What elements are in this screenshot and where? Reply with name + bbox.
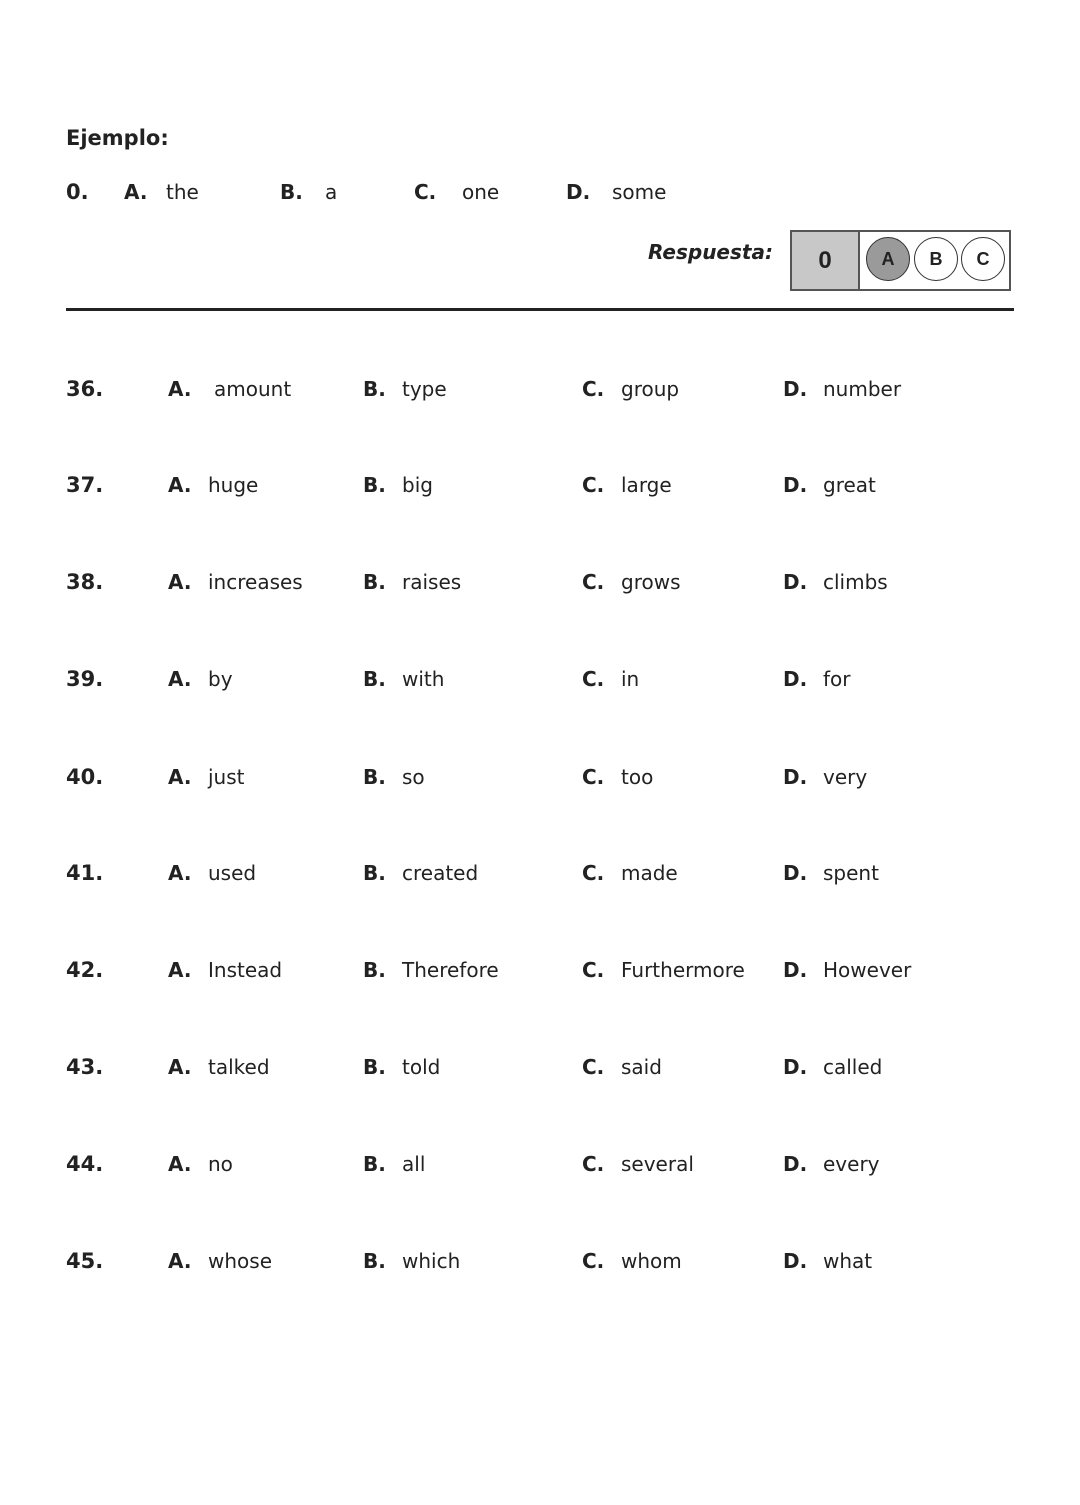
option-d-text: what xyxy=(823,1249,873,1273)
option-d-letter: D. xyxy=(783,667,808,691)
option-a-letter: A. xyxy=(168,765,192,789)
option-b-letter: B. xyxy=(363,958,386,982)
option-d-letter: D. xyxy=(783,473,808,497)
question-row xyxy=(0,1055,1080,1085)
option-d-text: for xyxy=(823,667,851,691)
question-number: 37. xyxy=(66,473,104,497)
option-c-letter: C. xyxy=(582,667,605,691)
option-a-letter: A. xyxy=(168,377,192,401)
option-b-letter: B. xyxy=(363,1055,386,1079)
option-d-text: climbs xyxy=(823,570,888,594)
option-a-text: talked xyxy=(208,1055,270,1079)
option-c-text: made xyxy=(621,861,678,885)
question-number: 43. xyxy=(66,1055,104,1079)
option-c-text: several xyxy=(621,1152,694,1176)
option-d-text: called xyxy=(823,1055,883,1079)
option-c-letter: C. xyxy=(582,570,605,594)
option-d-text: However xyxy=(823,958,912,982)
option-d-letter: D. xyxy=(783,958,808,982)
example-option-a-letter: A. xyxy=(124,180,148,204)
example-option-c-text: one xyxy=(462,180,500,204)
option-b-text: type xyxy=(402,377,447,401)
option-d-letter: D. xyxy=(783,570,808,594)
option-c-text: large xyxy=(621,473,672,497)
example-option-d-text: some xyxy=(612,180,667,204)
answer-bubbles xyxy=(860,232,1009,289)
question-number: 42. xyxy=(66,958,104,982)
option-b-letter: B. xyxy=(363,473,386,497)
option-a-letter: A. xyxy=(168,958,192,982)
example-option-a-text: the xyxy=(166,180,199,204)
option-a-text: Instead xyxy=(208,958,283,982)
option-c-letter: C. xyxy=(582,765,605,789)
option-d-letter: D. xyxy=(783,1152,808,1176)
example-option-d-letter: D. xyxy=(566,180,591,204)
option-c-text: whom xyxy=(621,1249,682,1273)
answer-box-number: 0 xyxy=(792,232,860,289)
option-b-text: big xyxy=(402,473,433,497)
option-d-letter: D. xyxy=(783,377,808,401)
answer-label: Respuesta: xyxy=(648,240,773,264)
section-divider xyxy=(66,308,1014,311)
option-b-letter: B. xyxy=(363,377,386,401)
option-a-text: used xyxy=(208,861,257,885)
option-b-letter: B. xyxy=(363,861,386,885)
option-a-letter: A. xyxy=(168,861,192,885)
option-c-letter: C. xyxy=(582,1055,605,1079)
option-b-text: created xyxy=(402,861,479,885)
option-a-text: no xyxy=(208,1152,233,1176)
option-a-text: whose xyxy=(208,1249,272,1273)
option-c-text: Furthermore xyxy=(621,958,745,982)
option-a-text: by xyxy=(208,667,233,691)
option-b-text: all xyxy=(402,1152,426,1176)
answer-bubble-b[interactable]: B xyxy=(914,237,958,281)
option-c-letter: C. xyxy=(582,1152,605,1176)
option-b-text: told xyxy=(402,1055,441,1079)
option-b-text: Therefore xyxy=(402,958,499,982)
option-c-text: in xyxy=(621,667,640,691)
option-d-letter: D. xyxy=(783,1249,808,1273)
question-row xyxy=(0,1249,1080,1279)
option-a-text: just xyxy=(208,765,245,789)
example-option-b-letter: B. xyxy=(280,180,303,204)
option-d-text: great xyxy=(823,473,876,497)
question-number: 36. xyxy=(66,377,104,401)
question-number: 38. xyxy=(66,570,104,594)
example-number: 0. xyxy=(66,180,89,204)
option-a-letter: A. xyxy=(168,473,192,497)
option-d-text: every xyxy=(823,1152,880,1176)
option-a-letter: A. xyxy=(168,570,192,594)
option-d-text: spent xyxy=(823,861,879,885)
option-c-letter: C. xyxy=(582,1249,605,1273)
question-row xyxy=(0,861,1080,891)
answer-bubble-a[interactable]: A xyxy=(866,237,910,281)
answer-bubble-c[interactable]: C xyxy=(961,237,1005,281)
option-a-letter: A. xyxy=(168,667,192,691)
example-heading: Ejemplo: xyxy=(66,126,169,150)
option-d-letter: D. xyxy=(783,1055,808,1079)
question-number: 41. xyxy=(66,861,104,885)
answer-box xyxy=(790,230,1011,291)
question-row xyxy=(0,958,1080,988)
question-row xyxy=(0,570,1080,600)
option-b-letter: B. xyxy=(363,570,386,594)
option-d-text: number xyxy=(823,377,902,401)
option-a-letter: A. xyxy=(168,1249,192,1273)
option-b-text: with xyxy=(402,667,445,691)
option-b-letter: B. xyxy=(363,1152,386,1176)
option-a-text: amount xyxy=(214,377,292,401)
option-b-letter: B. xyxy=(363,667,386,691)
question-row xyxy=(0,765,1080,795)
option-c-letter: C. xyxy=(582,861,605,885)
option-a-letter: A. xyxy=(168,1055,192,1079)
question-number: 39. xyxy=(66,667,104,691)
example-option-b-text: a xyxy=(325,180,338,204)
question-number: 40. xyxy=(66,765,104,789)
option-d-text: very xyxy=(823,765,868,789)
option-c-text: too xyxy=(621,765,654,789)
option-d-letter: D. xyxy=(783,861,808,885)
question-row xyxy=(0,1152,1080,1182)
option-b-text: so xyxy=(402,765,425,789)
option-b-text: raises xyxy=(402,570,462,594)
option-c-text: group xyxy=(621,377,680,401)
option-d-letter: D. xyxy=(783,765,808,789)
example-option-c-letter: C. xyxy=(414,180,437,204)
question-row xyxy=(0,377,1080,407)
option-a-text: huge xyxy=(208,473,259,497)
option-b-letter: B. xyxy=(363,765,386,789)
question-number: 45. xyxy=(66,1249,104,1273)
option-b-letter: B. xyxy=(363,1249,386,1273)
option-c-letter: C. xyxy=(582,377,605,401)
option-a-letter: A. xyxy=(168,1152,192,1176)
question-number: 44. xyxy=(66,1152,104,1176)
option-c-letter: C. xyxy=(582,958,605,982)
option-c-text: said xyxy=(621,1055,662,1079)
option-a-text: increases xyxy=(208,570,303,594)
example-row xyxy=(0,180,1080,208)
option-c-letter: C. xyxy=(582,473,605,497)
option-b-text: which xyxy=(402,1249,461,1273)
question-row xyxy=(0,473,1080,503)
option-c-text: grows xyxy=(621,570,681,594)
question-row xyxy=(0,667,1080,697)
